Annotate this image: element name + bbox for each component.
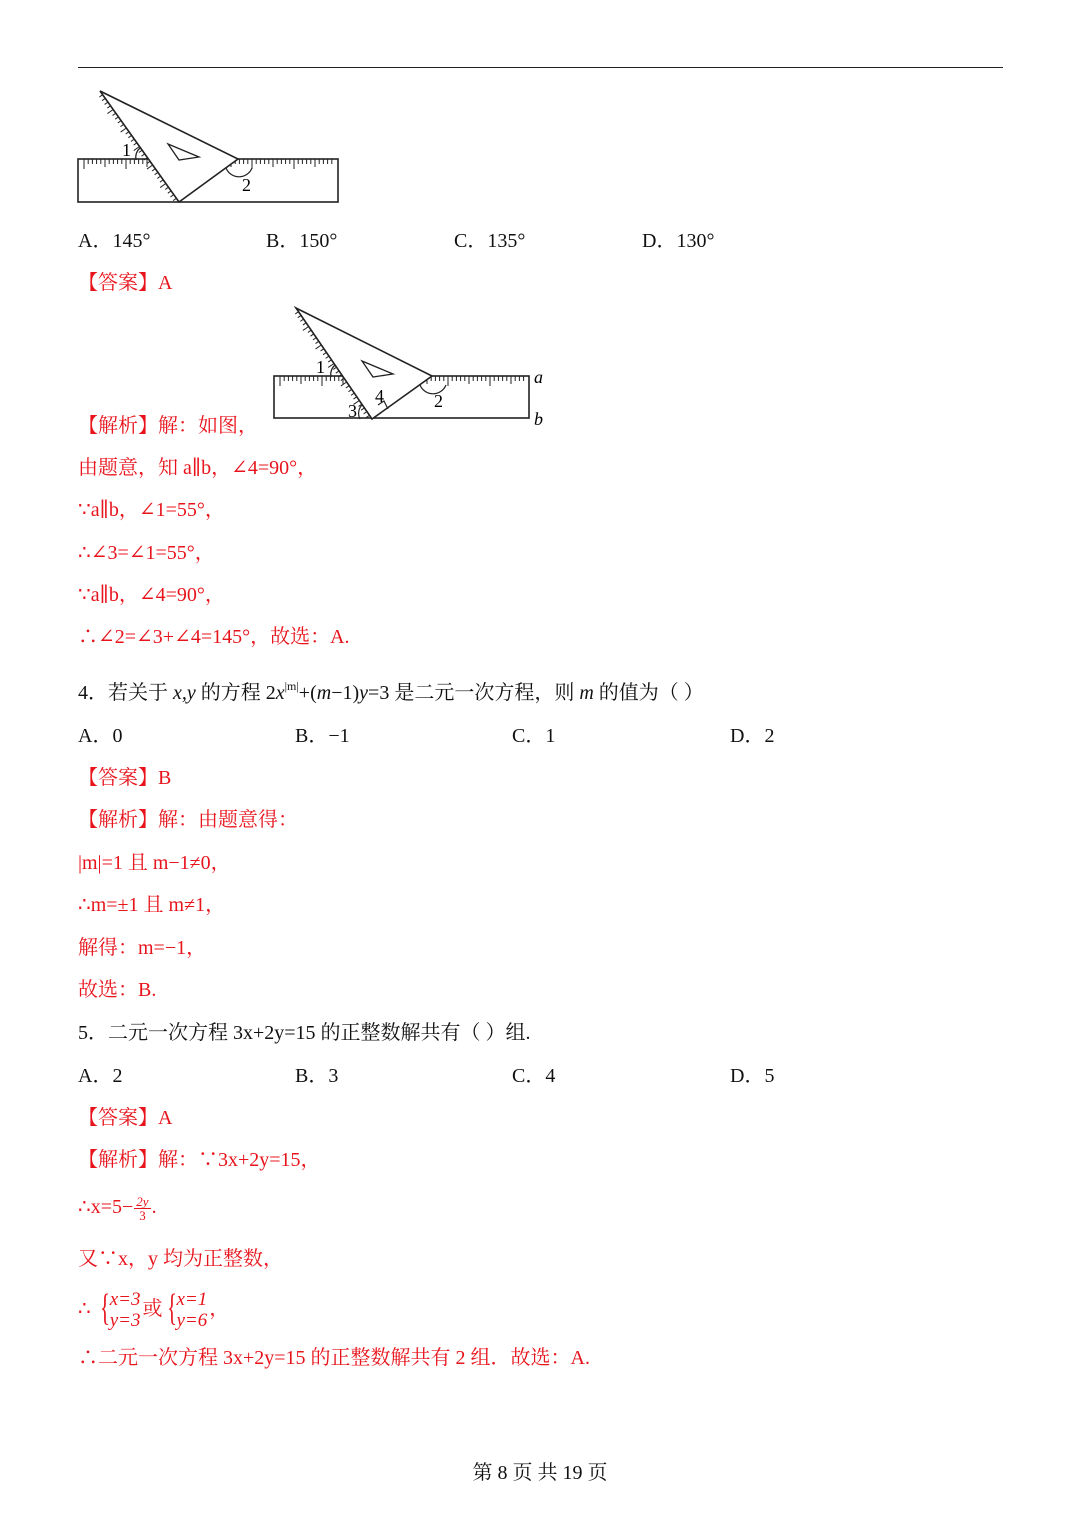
q5-option-c[interactable]: C．4 <box>512 1065 556 1087</box>
q3-step-5: ∴∠2=∠3+∠4=145°，故选：A. <box>78 626 350 648</box>
q5-analysis: 【解析】解：∵3x+2y=15， <box>78 1149 321 1171</box>
header-rule <box>78 67 1003 68</box>
q3-step-3: ∴∠3=∠1=55°， <box>78 542 215 564</box>
figure2-label-1: 1 <box>316 357 325 377</box>
q5-step-final: ∴二元一次方程 3x+2y=15 的正整数解共有 2 组．故选：A. <box>78 1347 591 1369</box>
q3-step-2: ∵a∥b，∠1=55°， <box>78 499 225 521</box>
figure2-label-2: 2 <box>434 391 443 411</box>
fraction: $\frac{2y}{3}$ <box>136 1193 149 1223</box>
figure-parallel-lines <box>272 305 562 430</box>
q3-analysis: 【解析】解：如图， <box>78 415 258 437</box>
q5-answer: 【答案】A <box>78 1107 173 1129</box>
figure2-label-4: 4 <box>375 386 384 406</box>
q4-answer: 【答案】B <box>78 767 172 789</box>
q4-option-c[interactable]: C．1 <box>512 725 556 747</box>
q5-option-d[interactable]: D．5 <box>730 1065 775 1087</box>
q5-step-3: ∴ { x=3 y=3 或 { x=1 y=6 ， <box>78 1287 230 1332</box>
q3-answer: 【答案】A <box>78 272 173 294</box>
page-footer: 第 8 页 共 19 页 <box>472 1462 608 1484</box>
equation-system-1: { x=3 y=3 <box>99 1287 141 1332</box>
q3-option-c[interactable]: C．135° <box>454 230 526 252</box>
q5-step-2: 又∵x，y 均为正整数， <box>78 1248 283 1270</box>
figure1-label-2: 2 <box>242 175 251 195</box>
q4-option-d[interactable]: D．2 <box>730 725 775 747</box>
q4-stem: 4．若关于 x,y 的方程 $2x^{|m|}+(m-1)y=3$ 是二元一次方程，则 m 的值为（ ） <box>78 679 704 704</box>
q4-step-4: 故选：B. <box>78 979 157 1001</box>
equation-system-2: { x=1 y=6 <box>166 1287 208 1332</box>
q5-stem: 5．二元一次方程 3x+2y=15 的正整数解共有（ ）组. <box>78 1022 531 1044</box>
q4-option-a[interactable]: A．0 <box>78 725 123 747</box>
q4-step-3: 解得：m=−1， <box>78 937 207 959</box>
q5-step-1: ∴x=5− $\frac{2y}{3}$ . <box>78 1193 157 1223</box>
q5-option-b[interactable]: B．3 <box>295 1065 339 1087</box>
figure2-label-b: b <box>534 409 543 429</box>
q4-option-b[interactable]: B．−1 <box>295 725 350 747</box>
q4-step-2: ∴m=±1 且 m≠1， <box>78 894 226 916</box>
q3-option-d[interactable]: D．130° <box>642 230 715 252</box>
q5-option-a[interactable]: A．2 <box>78 1065 123 1087</box>
figure2-label-3: 3 <box>348 401 357 421</box>
q3-option-a[interactable]: A．145° <box>78 230 151 252</box>
figure1-label-1: 1 <box>122 140 131 160</box>
q3-option-b[interactable]: B．150° <box>266 230 338 252</box>
q3-step-4: ∵a∥b，∠4=90°， <box>78 584 225 606</box>
q3-step-1: 由题意，知 a∥b，∠4=90°， <box>78 457 318 479</box>
q4-analysis: 【解析】解：由题意得： <box>78 809 298 831</box>
q4-step-1: |m|=1 且 m−1≠0， <box>78 852 231 874</box>
figure2-label-a: a <box>534 367 543 387</box>
figure-ruler-triangle <box>76 88 346 208</box>
